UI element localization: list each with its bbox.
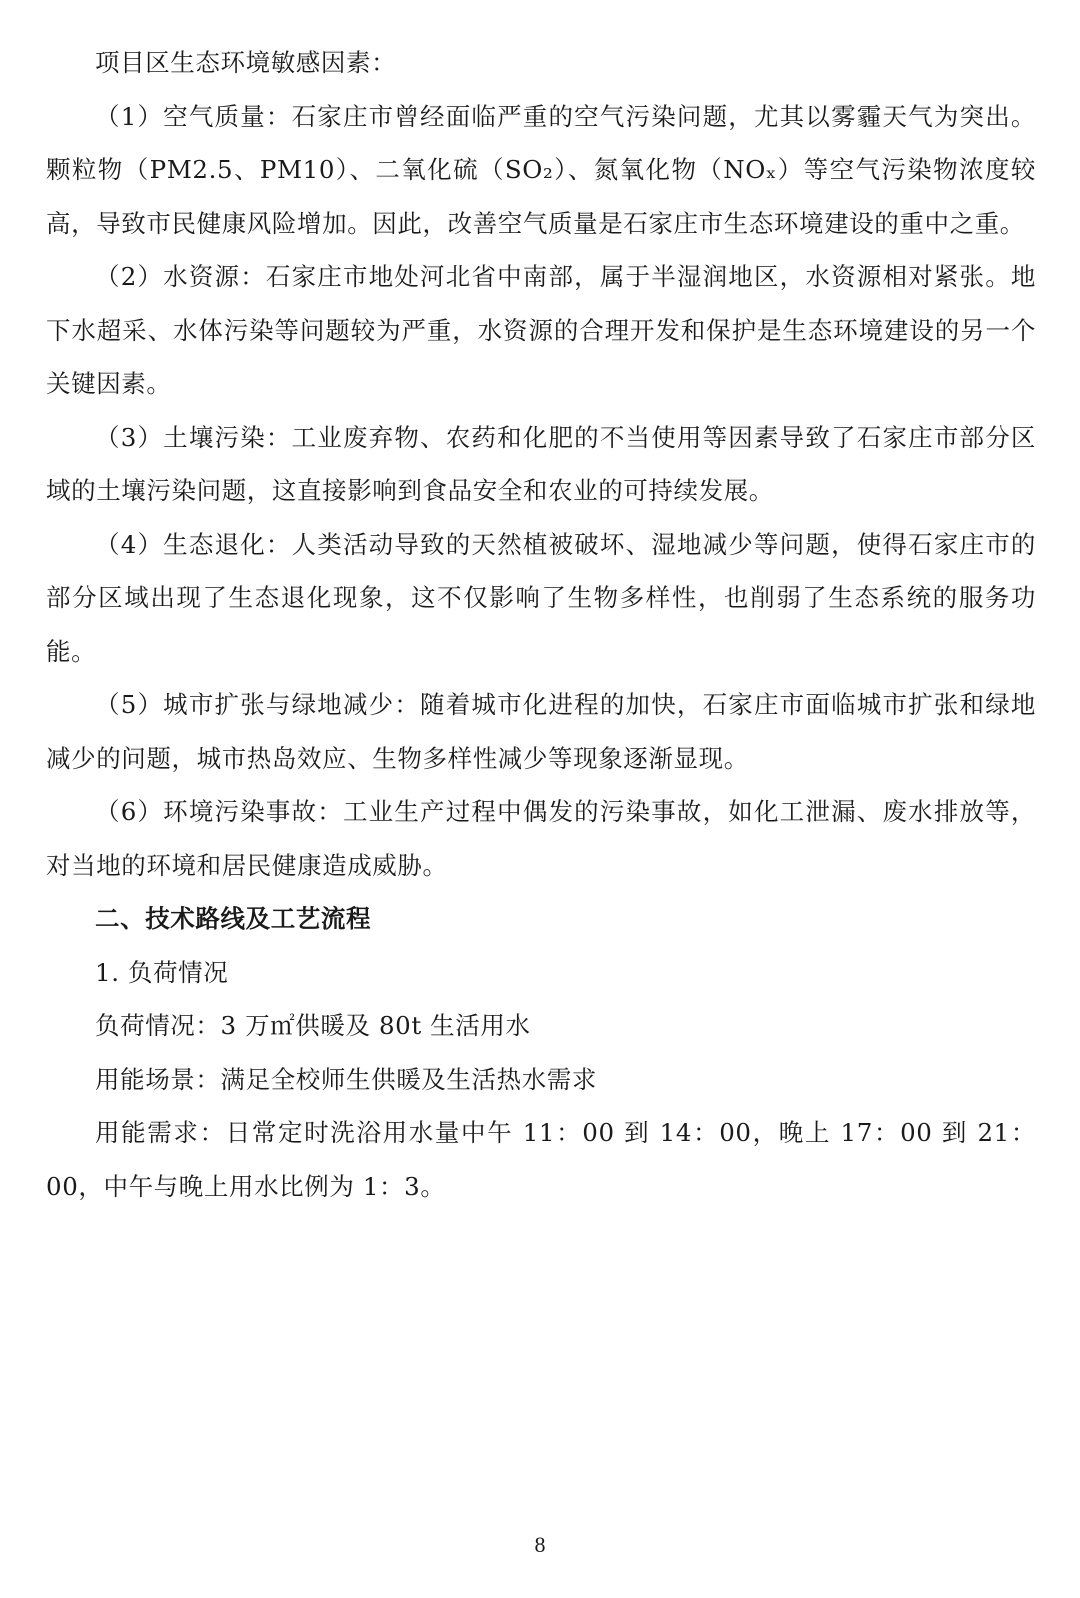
paragraph-soil-pollution: （3）土壤污染：工业废弃物、农药和化肥的不当使用等因素导致了石家庄市部分区域的土壤污染问题，这直接影响到食品安全和农业的可持续发展。 — [46, 422, 1036, 505]
paragraph-water-resources: （2）水资源：石家庄市地处河北省中南部，属于半湿润地区，水资源相对紧张。地下水超采、水体污染等问题较为严重，水资源的合理开发和保护是生态环境建设的另一个关键因素。 — [46, 262, 1036, 398]
page-number: 8 — [534, 1532, 546, 1557]
paragraph-ecological-degradation: （4）生态退化：人类活动导致的天然植被破坏、湿地减少等问题，使得石家庄市的部分区域出现了生态退化现象，这不仅影响了生物多样性，也削弱了生态系统的服务功能。 — [46, 529, 1036, 666]
paragraph-air-quality: （1）空气质量：石家庄市曾经面临严重的空气污染问题，尤其以雾霾天气为突出。颗粒物（PM2.5、PM10）、二氧化硫（SO₂）、氮氧化物（NOₓ）等空气污染物浓度较高，导致市民健康风险增加。因此，改善空气质量是石家庄市生态环境建设的重中之重。 — [46, 101, 1036, 238]
paragraph-load: 负荷情况：3 万㎡供暖及 80t 生活用水 — [95, 1011, 531, 1040]
section-heading-technical-route: 二、技术路线及工艺流程 — [95, 904, 372, 933]
paragraph-energy-scene: 用能场景：满足全校师生供暖及生活热水需求 — [95, 1064, 597, 1094]
subsection-heading-load: 1. 负荷情况 — [95, 957, 229, 987]
paragraph-urban-expansion: （5）城市扩张与绿地减少：随着城市化进程的加快，石家庄市面临城市扩张和绿地减少的问题，城市热岛效应、生物多样性减少等现象逐渐显现。 — [46, 690, 1036, 773]
paragraph-pollution-accidents: （6）环境污染事故：工业生产过程中偶发的污染事故，如化工泄漏、废水排放等，对当地的环境和居民健康造成威胁。 — [46, 797, 1036, 880]
document-page — [46, 36, 1036, 1213]
paragraph-intro: 项目区生态环境敏感因素： — [95, 48, 397, 77]
paragraph-energy-demand: 用能需求：日常定时洗浴用水量中午 11：00 到 14：00，晚上 17：00 到 21：00，中午与晚上用水比例为 1：3。 — [46, 1118, 1036, 1201]
